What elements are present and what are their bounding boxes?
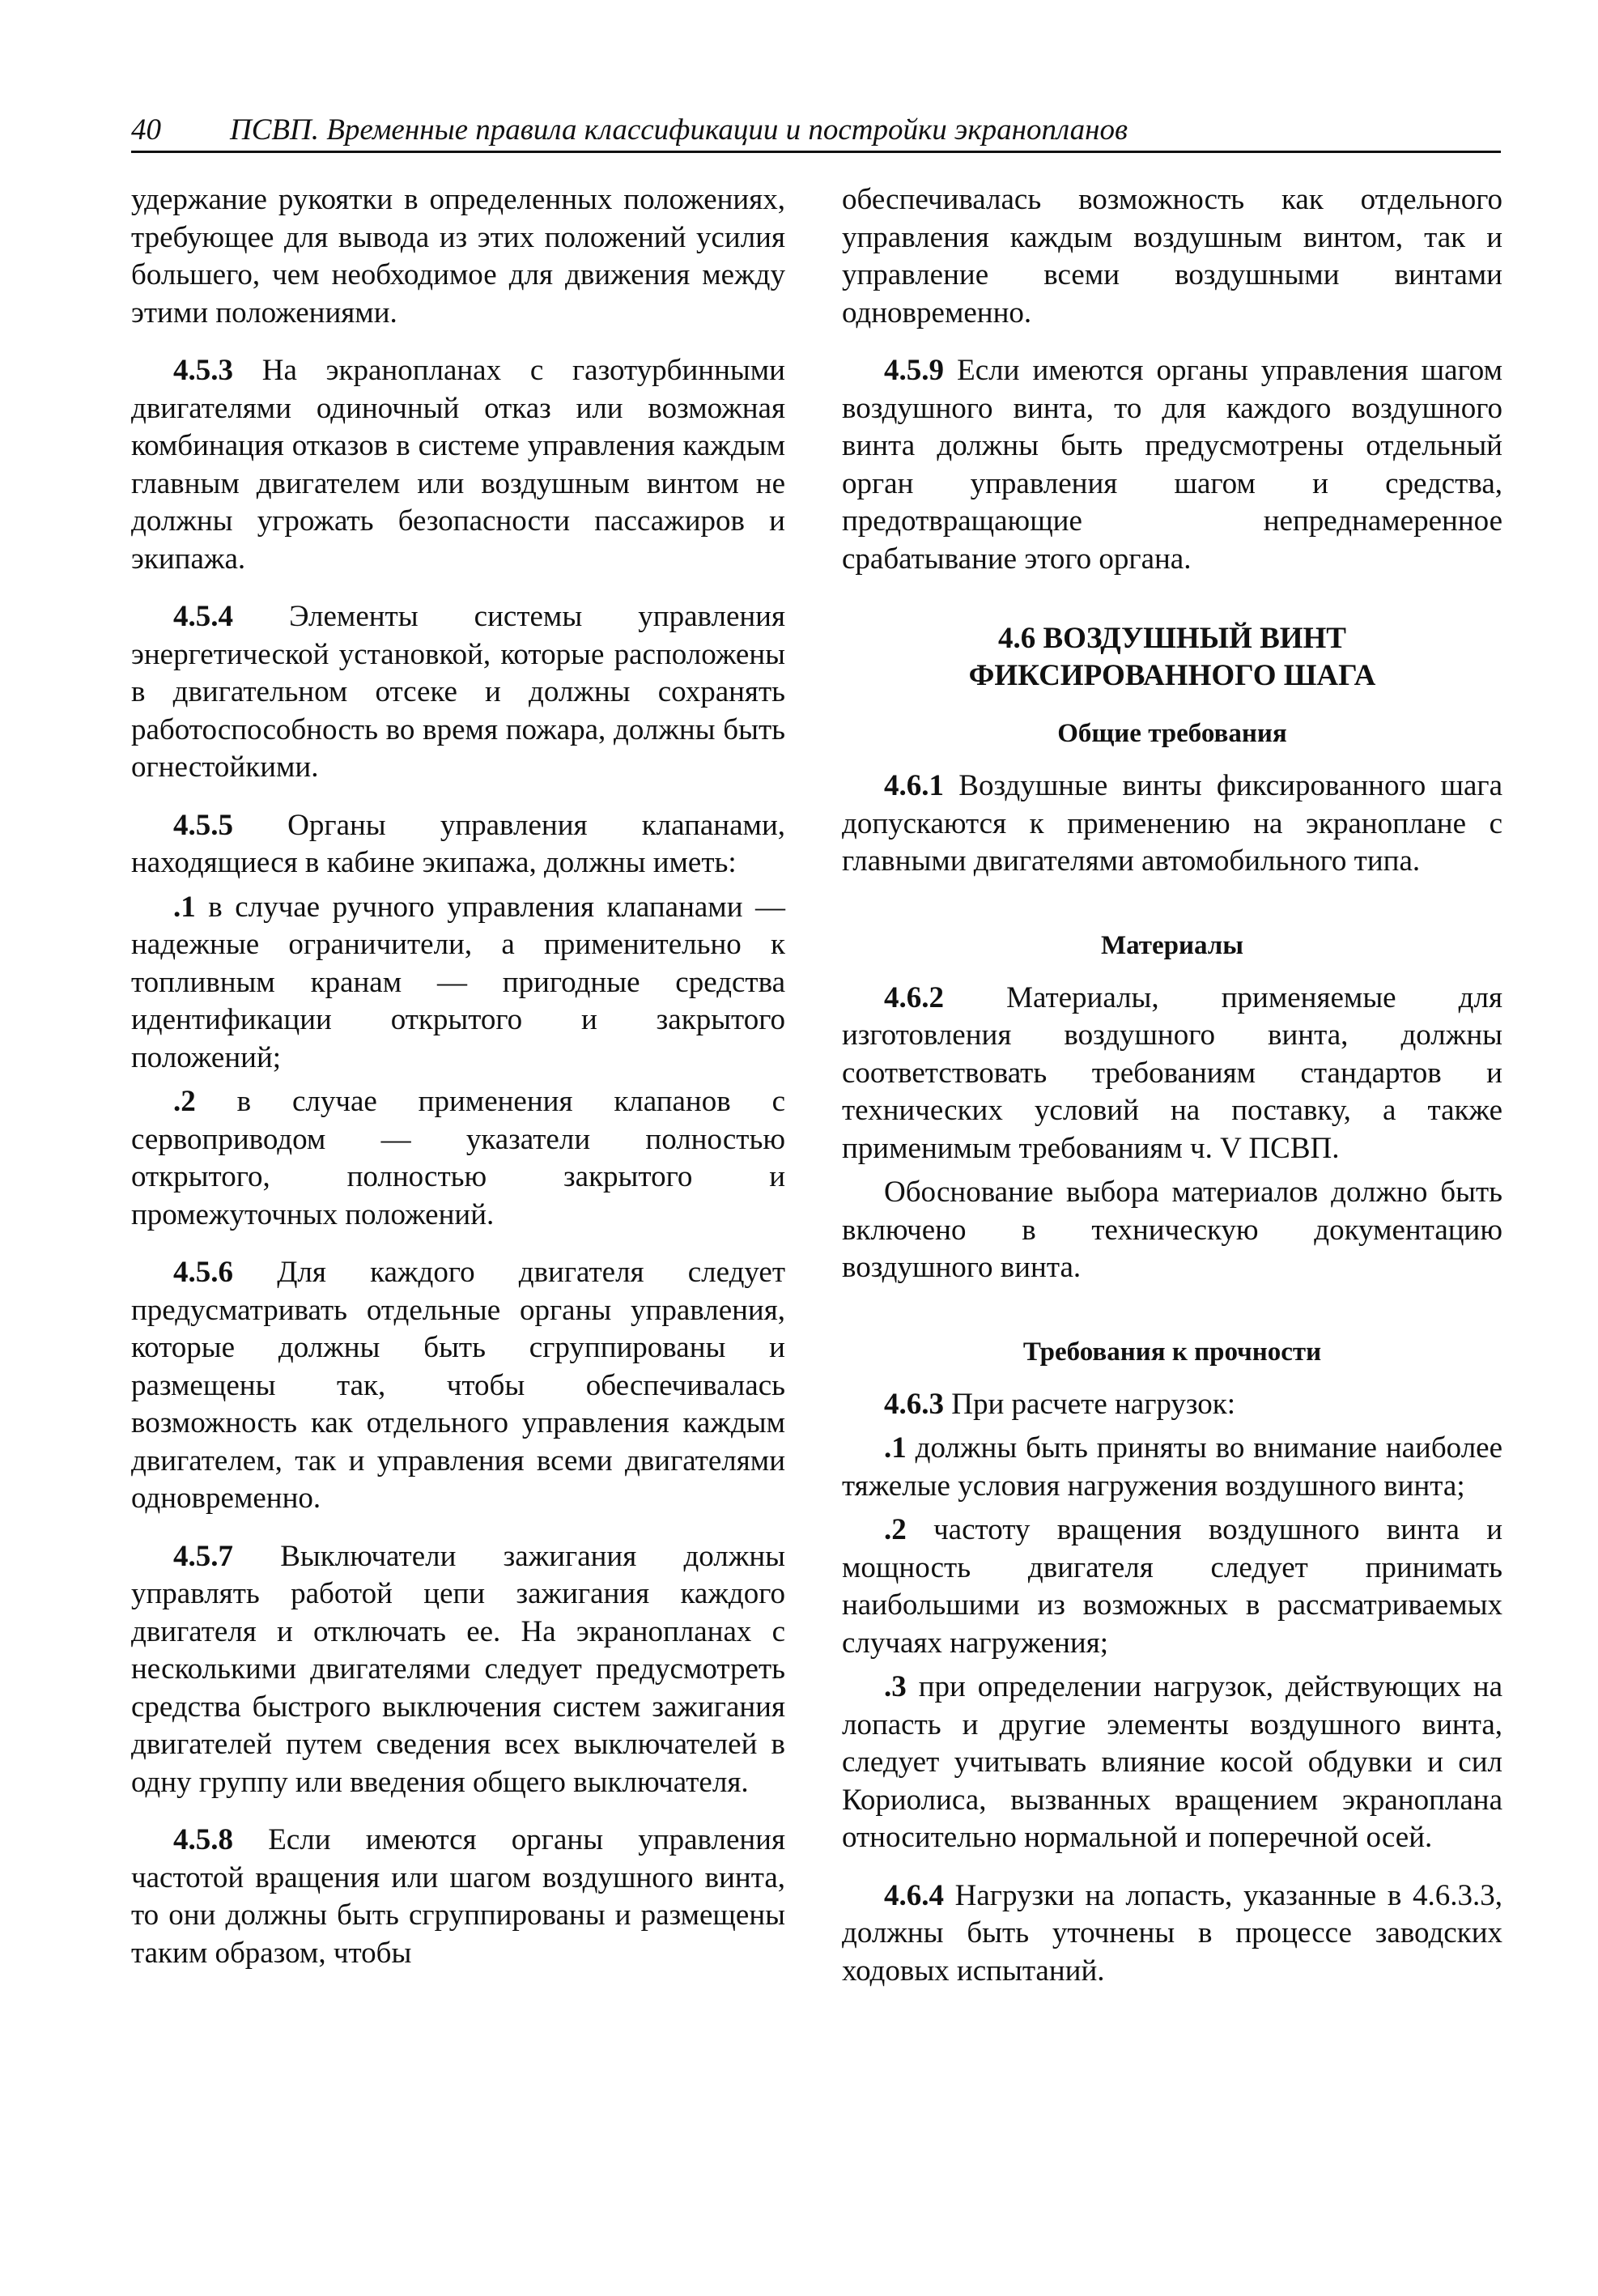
section-title: 4.6 ВОЗДУШНЫЙ ВИНТ ФИКСИРОВАННОГО ШАГА xyxy=(968,622,1376,692)
subheading-materials: Материалы xyxy=(1100,930,1244,960)
list-item-4-6-3-3: .3 при определении нагрузок, действующих на лопасть и другие элементы воздушного винта, следует учитывать влияние косой обдувки и сил Кориолиса, вызванных вращением экраноплана относительно нормальной и поперечной осей. xyxy=(842,1670,1502,1854)
paragraph-4-6-1: 4.6.1 Воздушные винты фиксированного шага допускаются к применению на экраноплане с главными двигателями автомобильного типа. xyxy=(842,769,1503,878)
page-header xyxy=(131,104,1501,153)
running-title: ПСВП. Временные правила классификации и постройки экранопланов xyxy=(230,113,1128,147)
paragraph-4-5-8: 4.5.8 Если имеются органы управления частотой вращения или шагом воздушного винта, то они должны быть сгруппированы и размещены таким образом, чтобы xyxy=(131,1823,785,1970)
paragraph-continued-right: обеспечивалась возможность как отдельного управления каждым воздушным винтом, так и управление всеми воздушными винтами одновременно. xyxy=(842,183,1502,330)
right-column xyxy=(842,181,1502,2010)
paragraph-4-5-5: 4.5.5 Органы управления клапанами, находящиеся в кабине экипажа, должны иметь: xyxy=(131,808,785,879)
paragraph-4-6-2: 4.6.2 Материалы, применяемые для изготовления воздушного винта, должны соответствовать требованиям стандартов и технических условий на поставку, а также применимым требованиям ч. V ПСВП. xyxy=(842,980,1502,1165)
paragraph-4-5-4: 4.5.4 Элементы системы управления энергетической установкой, которые расположены в двигательном отсеке и должны сохранять работоспособность во время пожара, должны быть огнестойкими. xyxy=(131,600,785,784)
subheading-strength: Требования к прочности xyxy=(1022,1337,1322,1367)
list-item-4-5-5-1: .1 в случае ручного управления клапанами — надежные ограничители, а применительно к топливным кранам — пригодные средства идентификации открытого и закрытого положений; xyxy=(131,890,786,1074)
paragraph-4-5-7: 4.5.7 Выключатели зажигания должны управлять работой цепи зажигания каждого двигателя и отключать ее. На экранопланах с несколькими двигателями следует предусмотреть средства быстрого выключения систем зажигания двигателей путем сведения всех выключателей в одну группу или введения общего выключателя. xyxy=(131,1539,785,1799)
list-item-4-6-3-1: .1 должны быть приняты во внимание наиболее тяжелые условия нагружения воздушного винта; xyxy=(842,1431,1502,1503)
paragraph-4-5-3: 4.5.3 На экранопланах с газотурбинными двигателями одиночный отказ или возможная комбинация отказов в системе управления каждым главным двигателем или воздушным винтом не должны угрожать безопасности пассажиров и экипажа. xyxy=(131,354,785,576)
paragraph-4-6-3: 4.6.3 При расчете нагрузок: xyxy=(884,1387,1236,1421)
list-item-4-6-3-2: .2 частоту вращения воздушного винта и мощность двигателя следует принимать наибольшими из возможных в рассматриваемых случаях нагружения; xyxy=(842,1513,1502,1660)
left-column xyxy=(131,181,785,1992)
paragraph-4-5-6: 4.5.6 Для каждого двигателя следует предусматривать отдельные органы управления, которые должны быть сгруппированы и размещены так, чтобы обеспечивалась возможность как отдельного управления каждым двигателем, так и управления всеми двигателями одновременно. xyxy=(131,1256,786,1515)
subheading-general: Общие требования xyxy=(1057,719,1287,748)
paragraph-continued: удержание рукоятки в определенных положениях, требующее для вывода из этих положений усилия большего, чем необходимое для движения между этими положениями. xyxy=(131,183,785,330)
paragraph-4-6-4: 4.6.4 Нагрузки на лопасть, указанные в 4.6.3.3, должны быть уточнены в процессе заводских ходовых испытаний. xyxy=(842,1878,1502,1988)
list-item-4-5-5-2: .2 в случае применения клапанов с сервоприводом — указатели полностью открытого, полностью закрытого и промежуточных положений. xyxy=(131,1085,785,1231)
paragraph-4-6-2-b: Обоснование выбора материалов должно быть включено в техническую документацию воздушного винта. xyxy=(842,1176,1502,1284)
paragraph-4-5-9: 4.5.9 Если имеются органы управления шагом воздушного винта, то для каждого воздушного винта должны быть предусмотрены отдельный орган управления шагом и средства, предотвращающие непреднамеренное срабатывание этого органа. xyxy=(842,354,1502,576)
page-number: 40 xyxy=(131,113,161,147)
